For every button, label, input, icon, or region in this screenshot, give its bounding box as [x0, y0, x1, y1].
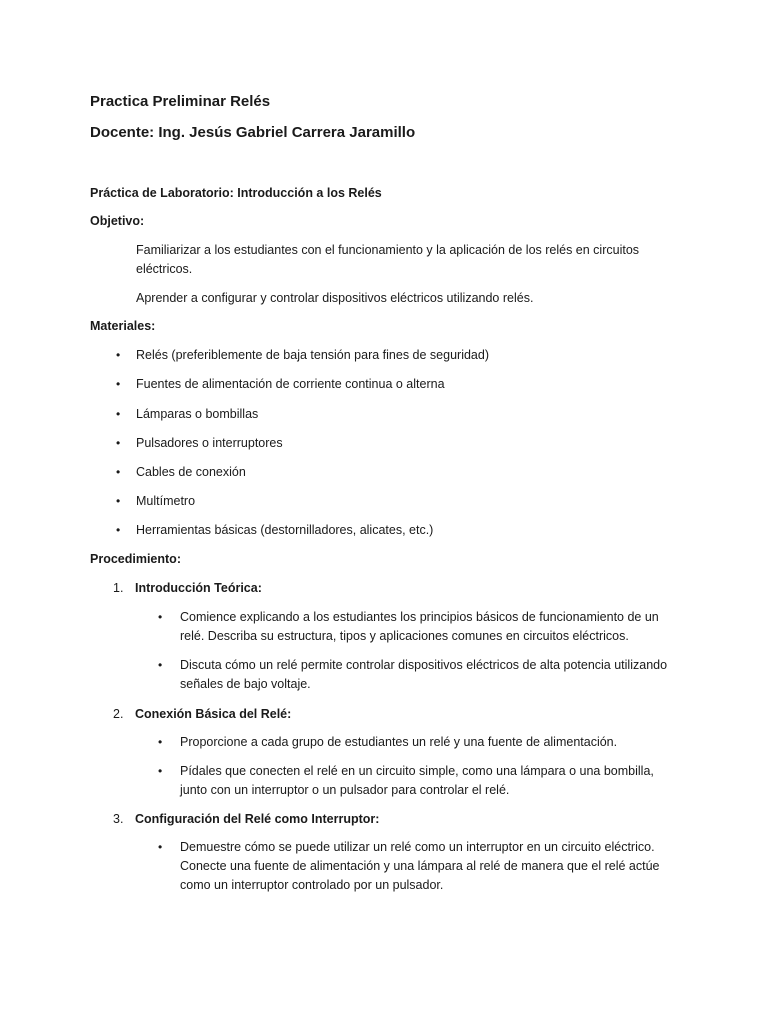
step-bullet-text: Pídales que conecten el relé en un circuito simple, como una lámpara o una bombilla, junto con un interruptor o un pulsador para controlar el relé.: [180, 764, 654, 797]
bullet-icon: •: [116, 494, 121, 508]
teacher-line: Docente: Ing. Jesús Gabriel Carrera Jaramillo: [90, 124, 416, 141]
procedure-heading: Procedimiento:: [90, 552, 181, 566]
objective-heading: Objetivo:: [90, 214, 145, 228]
materials-item-text: Herramientas básicas (destornilladores, alicates, etc.): [136, 523, 434, 537]
step-title: Configuración del Relé como Interruptor:: [135, 812, 380, 826]
bullet-icon: •: [158, 764, 163, 778]
materials-item-text: Pulsadores o interruptores: [136, 436, 283, 450]
bullet-icon: •: [116, 465, 121, 479]
bullet-icon: •: [158, 840, 163, 854]
materials-item-text: Fuentes de alimentación de corriente continua o alterna: [136, 377, 445, 391]
practice-title: Práctica de Laboratorio: Introducción a los Relés: [90, 186, 382, 200]
materials-item-text: Lámparas o bombillas: [136, 407, 259, 421]
bullet-icon: •: [116, 523, 121, 537]
bullet-icon: •: [116, 436, 121, 450]
bullet-icon: •: [116, 348, 121, 362]
materials-item-text: Cables de conexión: [136, 465, 246, 479]
objective-paragraph: Familiarizar a los estudiantes con el funcionamiento y la aplicación de los relés en circuitos eléctricos.: [136, 243, 640, 276]
step-bullet-text: Comience explicando a los estudiantes los principios básicos de funcionamiento de un relé. Describa su estructura, tipos y aplicaciones comunes en circuitos eléctricos.: [180, 610, 659, 643]
bullet-icon: •: [116, 407, 121, 421]
bullet-icon: •: [158, 658, 163, 672]
step-bullet-text: Demuestre cómo se puede utilizar un relé como un interruptor en un circuito eléctrico. Conecte una fuente de alimentación y una lámpara al relé de manera que el relé actúe como un interruptor controlado por un pulsador.: [180, 840, 660, 892]
step-number: 3.: [113, 812, 124, 826]
bullet-icon: •: [158, 735, 163, 749]
step-number: 1.: [113, 581, 124, 595]
materials-item-text: Relés (preferiblemente de baja tensión para fines de seguridad): [136, 348, 489, 362]
step-title: Conexión Básica del Relé:: [135, 707, 292, 721]
bullet-icon: •: [116, 377, 121, 391]
step-bullet-text: Discuta cómo un relé permite controlar dispositivos eléctricos de alta potencia utilizando señales de bajo voltaje.: [180, 658, 668, 691]
step-bullet-text: Proporcione a cada grupo de estudiantes un relé y una fuente de alimentación.: [180, 735, 618, 749]
step-title: Introducción Teórica:: [135, 581, 262, 595]
bullet-icon: •: [158, 610, 163, 624]
materials-heading: Materiales:: [90, 319, 156, 333]
objective-paragraph: Aprender a configurar y controlar dispositivos eléctricos utilizando relés.: [136, 291, 534, 305]
materials-item-text: Multímetro: [136, 494, 196, 508]
document-title: Practica Preliminar Relés: [90, 93, 271, 110]
step-number: 2.: [113, 707, 124, 721]
